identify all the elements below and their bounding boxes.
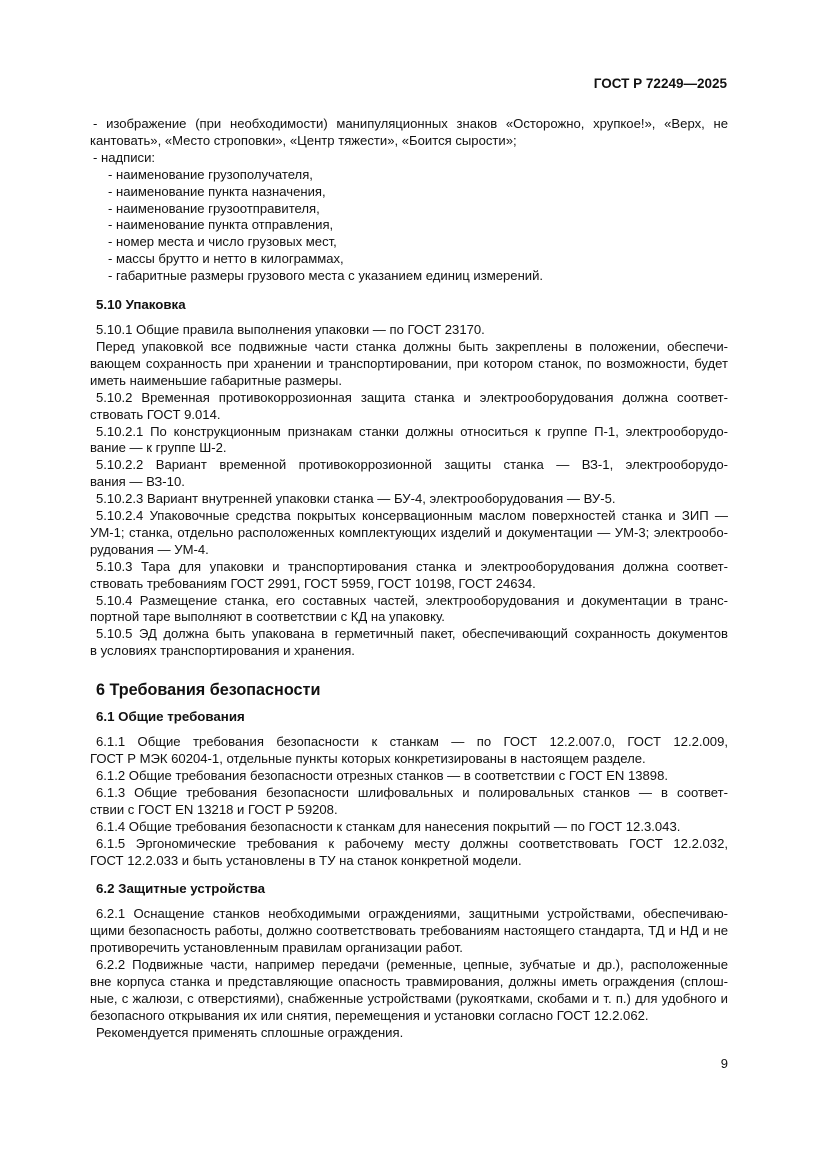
document-code-header: ГОСТ Р 72249—2025: [593, 76, 727, 91]
section-5-10-line: 5.10.1 Общие правила выполнения упаковки — по ГОСТ 23170.: [96, 322, 485, 338]
section-5-10-line: УМ-1; станка, отдельно расположенных комплектующих изделий и документации — УМ-3; электрообо-: [90, 524, 728, 540]
section-6-2-line: ные, с жалюзи, с отверстиями), снабженные устройствами (рукоятками, скобами и т. п.) для удобного и: [90, 990, 728, 1006]
section-6-heading: 6 Требования безопасности: [96, 681, 321, 700]
section-6-2-line: 6.2.2 Подвижные части, например передачи (ременные, цепные, зубчатые и др.), расположенные: [96, 957, 728, 973]
page-number: 9: [720, 1056, 728, 1071]
intro-line: кантовать», «Место строповки», «Центр тяжести», «Боится сырости»;: [90, 132, 517, 148]
section-5-10-line: ствовать требованиям ГОСТ 2991, ГОСТ 5959, ГОСТ 10198, ГОСТ 24634.: [90, 575, 536, 591]
section-6-1-line: ГОСТ Р МЭК 60204-1, отдельные пункты которых конкретизированы в настоящем разделе.: [90, 751, 646, 767]
section-5-10-line: 5.10.2.3 Вариант внутренней упаковки станка — БУ-4, электрооборудования — ВУ-5.: [96, 491, 616, 507]
inscription-item: - наименование грузополучателя,: [108, 166, 313, 182]
section-6-1-line: 6.1.2 Общие требования безопасности отрезных станков — в соответствии с ГОСТ EN 13898.: [96, 768, 669, 783]
intro-line: - изображение (при необходимости) манипуляционных знаков «Осторожно, хрупкое!», «Верх, не: [93, 116, 728, 131]
section-5-10-line: 5.10.2 Временная противокоррозионная защита станка и электрооборудования должна соответ-: [96, 389, 728, 405]
section-6-2-line: 6.2.1 Оснащение станков необходимыми ограждениями, защитными устройствами, обеспечиваю-: [96, 906, 728, 922]
section-5-10-line: иметь наименьшие габаритные размеры.: [90, 372, 342, 388]
inscription-item: - номер места и число грузовых мест,: [108, 234, 337, 250]
inscription-item: - массы брутто и нетто в килограммах,: [108, 251, 344, 267]
section-6-1-line: 6.1.4 Общие требования безопасности к станкам для нанесения покрытий — по ГОСТ 12.3.043.: [96, 818, 681, 834]
section-6-2-line: щими безопасность работы, должно соответствовать требованиям настоящего стандарта, ТД и НД и не: [90, 923, 728, 939]
section-6-1-line: 6.1.5 Эргономические требования к рабочему месту должны соответствовать ГОСТ 12.2.032,: [96, 835, 728, 851]
inscription-item: - наименование грузоотправителя,: [108, 200, 320, 216]
section-6-1-heading: 6.1 Общие требования: [96, 709, 245, 725]
section-5-10-line: 5.10.2.1 По конструкционным признакам станки должны относиться к группе П-1, электрооборудо-: [96, 423, 728, 439]
section-6-1-line: 6.1.3 Общие требования безопасности шлифовальных и полировальных станков — в соответ-: [96, 784, 728, 800]
section-5-10-line: вания — ВЗ-10.: [90, 474, 185, 490]
section-5-10-line: вающем сохранность при хранении и транспортировании, при котором станок, по возможности, будет: [90, 355, 728, 371]
section-6-2-heading: 6.2 Защитные устройства: [96, 881, 265, 897]
inscription-item: - габаритные размеры грузового места с указанием единиц измерений.: [108, 268, 544, 284]
page-body: [90, 116, 728, 1042]
section-6-2-line: безопасного открывания их или снятия, перемещения и установки согласно ГОСТ 12.2.062.: [90, 1007, 649, 1023]
section-5-10-line: вание — к группе Ш-2.: [90, 440, 227, 456]
section-5-10-line: ствовать ГОСТ 9.014.: [90, 406, 221, 422]
section-5-10-heading: 5.10 Упаковка: [96, 297, 186, 313]
inscription-item: - наименование пункта отправления,: [108, 217, 334, 233]
inscription-item: - наименование пункта назначения,: [108, 183, 326, 199]
section-6-2-line: противоречить установленным правилам организации работ.: [90, 940, 463, 956]
section-5-10-line: 5.10.3 Тара для упаковки и транспортирования станка и электрооборудования должна соответ-: [96, 558, 728, 574]
section-6-1-line: 6.1.1 Общие требования безопасности к станкам — по ГОСТ 12.2.007.0, ГОСТ 12.2.009,: [96, 734, 728, 750]
section-6-2-line: вне корпуса станка и представляющие опасность травмирования, должны иметь ограждения (сплош-: [90, 974, 728, 990]
section-6-1-line: ствии с ГОСТ EN 13218 и ГОСТ Р 59208.: [90, 801, 338, 817]
section-6-1-line: ГОСТ 12.2.033 и быть установлены в ТУ на станок конкретной модели.: [90, 852, 522, 868]
intro-line: - надписи:: [93, 149, 156, 165]
section-5-10-line: 5.10.2.4 Упаковочные средства покрытых консервационным маслом поверхностей станка и ЗИП —: [96, 508, 728, 524]
section-5-10-line: рудования — УМ-4.: [90, 541, 209, 557]
section-5-10-line: Перед упаковкой все подвижные части станка должны быть закреплены в положении, обеспечи-: [96, 338, 728, 354]
section-5-10-line: 5.10.2.2 Вариант временной противокоррозионной защиты станка — ВЗ-1, электрооборудо-: [96, 457, 728, 473]
section-5-10-line: портной таре выполняют в соответствии с КД на упаковку.: [90, 609, 445, 625]
section-6-2-line: Рекомендуется применять сплошные ограждения.: [96, 1024, 404, 1040]
section-5-10-line: 5.10.4 Размещение станка, его составных частей, электрооборудования и документации в транс-: [96, 592, 728, 608]
section-5-10-line: в условиях транспортирования и хранения.: [90, 643, 355, 659]
section-5-10-line: 5.10.5 ЭД должна быть упакована в герметичный пакет, обеспечивающий сохранность документов: [96, 626, 728, 642]
